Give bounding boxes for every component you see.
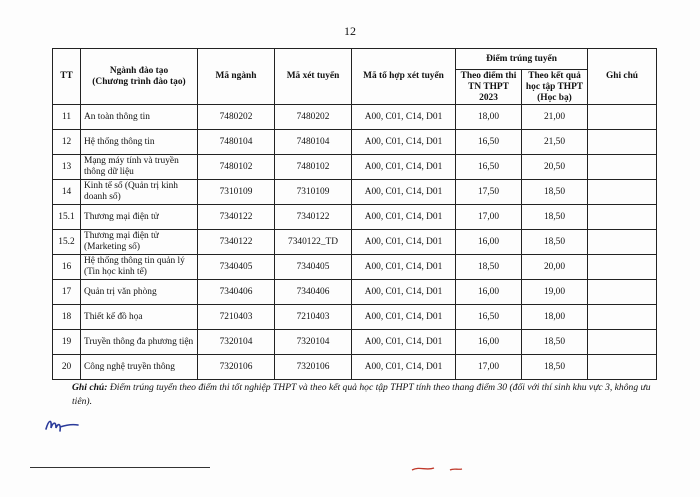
row-major-code: 7480102 [198, 155, 275, 180]
row-name: Hệ thống thông tin quản lý (Tin học kinh tế) [81, 255, 198, 280]
row-name: Mạng máy tính và truyền thông dữ liệu [81, 155, 198, 180]
row-name: Quản trị văn phòng [81, 280, 198, 305]
table-row [53, 105, 657, 130]
row-major-code: 7340122 [198, 230, 275, 255]
row-name: Kinh tế số (Quản trị kinh doanh số) [81, 180, 198, 205]
row-score-record: 18,00 [522, 305, 588, 330]
row-tt: 18 [53, 305, 81, 330]
row-tt: 13 [53, 155, 81, 180]
header-program-line1: Ngành đào tạo [109, 65, 169, 76]
row-score-exam: 17,00 [456, 205, 522, 230]
bottom-divider [30, 467, 210, 468]
row-score-exam: 16,50 [456, 155, 522, 180]
row-score-exam: 16,00 [456, 330, 522, 355]
row-score-record: 18,50 [522, 355, 588, 380]
row-score-record: 21,50 [522, 130, 588, 155]
row-note [588, 230, 657, 255]
table-row [53, 330, 657, 355]
row-score-exam: 18,50 [456, 255, 522, 280]
row-major-code: 7210403 [198, 305, 275, 330]
row-major-code: 7480104 [198, 130, 275, 155]
row-combo: A00, C01, C14, D01 [352, 305, 456, 330]
header-score-record: Theo kết quả học tập THPT (Học bạ) [522, 70, 588, 105]
row-note [588, 280, 657, 305]
row-score-record: 20,00 [522, 255, 588, 280]
row-major-code: 7320106 [198, 355, 275, 380]
table-row [53, 255, 657, 280]
row-score-record: 18,50 [522, 180, 588, 205]
row-combo: A00, C01, C14, D01 [352, 155, 456, 180]
stamp-edge-mark [410, 462, 470, 472]
row-major-code: 7340406 [198, 280, 275, 305]
row-score-record: 18,50 [522, 330, 588, 355]
row-note [588, 305, 657, 330]
row-note [588, 155, 657, 180]
row-tt: 14 [53, 180, 81, 205]
header-program [81, 49, 198, 105]
table-row [53, 280, 657, 305]
row-major-code: 7340122 [198, 205, 275, 230]
row-tt: 19 [53, 330, 81, 355]
row-name: Truyền thông đa phương tiện [81, 330, 198, 355]
row-note [588, 130, 657, 155]
row-combo: A00, C01, C14, D01 [352, 130, 456, 155]
table-body [53, 105, 657, 380]
table-row [53, 205, 657, 230]
row-score-exam: 16,00 [456, 280, 522, 305]
header-program-line2: (Chương trình đào tạo) [92, 76, 186, 87]
row-admission-code: 7340122_TD [275, 230, 352, 255]
row-note [588, 330, 657, 355]
row-score-record: 18,50 [522, 230, 588, 255]
header-score-group: Điểm trúng tuyển [456, 49, 588, 70]
table-row [53, 155, 657, 180]
row-name: Công nghệ truyền thông [81, 355, 198, 380]
row-combo: A00, C01, C14, D01 [352, 205, 456, 230]
header-combo: Mã tổ hợp xét tuyển [352, 49, 456, 105]
row-score-exam: 16,00 [456, 230, 522, 255]
header-notes: Ghi chú [588, 49, 657, 105]
row-note [588, 180, 657, 205]
row-combo: A00, C01, C14, D01 [352, 280, 456, 305]
row-major-code: 7340405 [198, 255, 275, 280]
row-name: Thương mại điện tử [81, 205, 198, 230]
row-note [588, 255, 657, 280]
row-tt: 15.1 [53, 205, 81, 230]
page-number: 12 [344, 24, 356, 38]
row-score-record: 19,00 [522, 280, 588, 305]
row-tt: 20 [53, 355, 81, 380]
row-admission-code: 7480202 [275, 105, 352, 130]
footnote-label: Ghi chú: [72, 382, 108, 393]
row-note [588, 105, 657, 130]
row-tt: 12 [53, 130, 81, 155]
header-score-exam: Theo điểm thi TN THPT 2023 [456, 70, 522, 105]
row-combo: A00, C01, C14, D01 [352, 355, 456, 380]
row-admission-code: 7340405 [275, 255, 352, 280]
row-score-exam: 17,00 [456, 355, 522, 380]
footnote-text: Điểm trúng tuyển theo điểm thi tốt nghiệp THPT và theo kết quả học tập THPT tính theo thang điểm 30 (đối với thí sinh khu vực 3, không ưu tiên). [72, 382, 651, 407]
row-admission-code: 7480104 [275, 130, 352, 155]
row-note [588, 355, 657, 380]
row-admission-code: 7340406 [275, 280, 352, 305]
row-admission-code: 7210403 [275, 305, 352, 330]
row-score-record: 18,50 [522, 205, 588, 230]
row-tt: 11 [53, 105, 81, 130]
row-name: Thương mại điện tử (Marketing số) [81, 230, 198, 255]
row-name: Hệ thống thông tin [81, 130, 198, 155]
row-major-code: 7310109 [198, 180, 275, 205]
row-score-record: 20,50 [522, 155, 588, 180]
row-score-exam: 16,50 [456, 305, 522, 330]
row-name: Thiết kế đồ họa [81, 305, 198, 330]
row-combo: A00, C01, C14, D01 [352, 255, 456, 280]
row-score-record: 21,00 [522, 105, 588, 130]
row-tt: 17 [53, 280, 81, 305]
footnote [72, 381, 672, 409]
row-score-exam: 16,50 [456, 130, 522, 155]
row-note [588, 205, 657, 230]
table-row [53, 305, 657, 330]
row-score-exam: 18,00 [456, 105, 522, 130]
table-row [53, 130, 657, 155]
row-major-code: 7480202 [198, 105, 275, 130]
row-combo: A00, C01, C14, D01 [352, 230, 456, 255]
row-admission-code: 7480102 [275, 155, 352, 180]
table-row [53, 180, 657, 205]
table-row [53, 355, 657, 380]
row-tt: 16 [53, 255, 81, 280]
row-major-code: 7320104 [198, 330, 275, 355]
row-admission-code: 7340122 [275, 205, 352, 230]
row-admission-code: 7320106 [275, 355, 352, 380]
row-tt: 15.2 [53, 230, 81, 255]
row-combo: A00, C01, C14, D01 [352, 105, 456, 130]
row-combo: A00, C01, C14, D01 [352, 330, 456, 355]
table-row [53, 230, 657, 255]
row-admission-code: 7320104 [275, 330, 352, 355]
header-tt: TT [53, 49, 81, 105]
admission-score-table [52, 48, 657, 380]
header-major-code: Mã ngành [198, 49, 275, 105]
signature-mark [44, 413, 80, 437]
row-admission-code: 7310109 [275, 180, 352, 205]
row-score-exam: 17,50 [456, 180, 522, 205]
row-name: An toàn thông tin [81, 105, 198, 130]
header-admission-code: Mã xét tuyển [275, 49, 352, 105]
row-combo: A00, C01, C14, D01 [352, 180, 456, 205]
